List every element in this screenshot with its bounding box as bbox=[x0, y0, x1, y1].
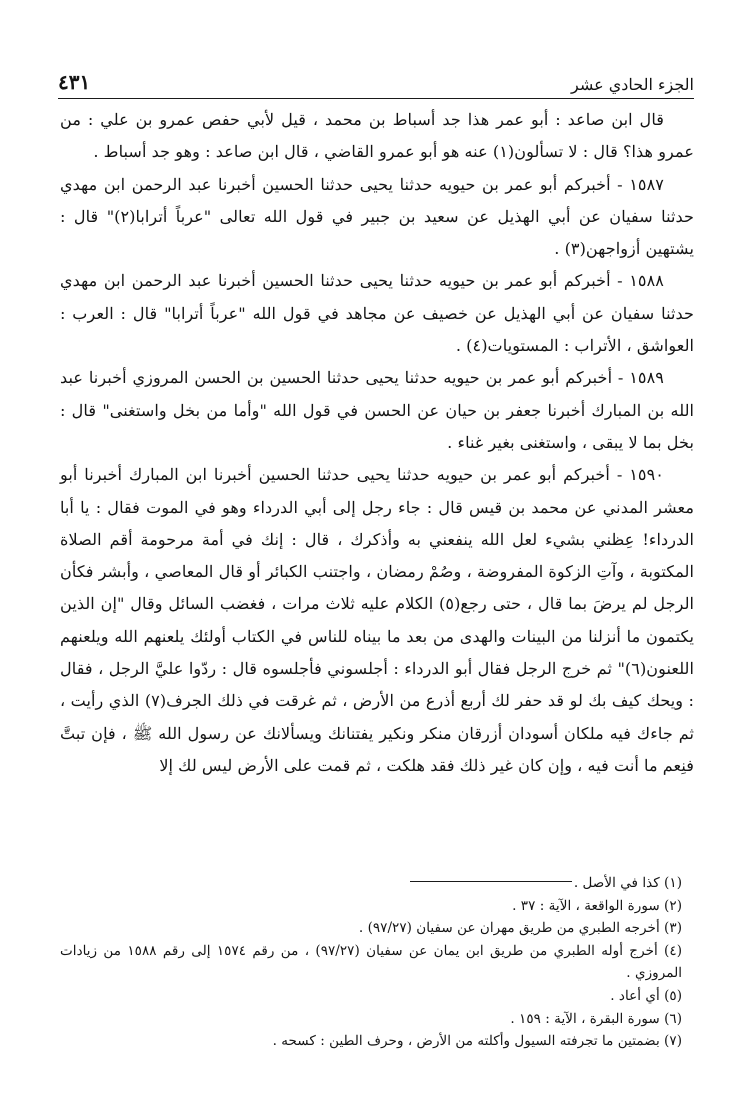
footnote-6: (٦) سورة البقرة ، الآية : ١٥٩ . bbox=[510, 1010, 682, 1027]
paragraph-intro: قال ابن صاعد : أبو عمر هذا جد أسباط بن محمد ، قيل لأبي حفص عمرو بن علي : من عمرو هذا؟ قال : لا تسألون(١) عنه هو أبو عمرو القاضي ، قال ابن صاعد : وهو جد أسباط . bbox=[60, 110, 694, 162]
footnote-1: (١) كذا في الأصل . bbox=[573, 875, 682, 891]
footnote-4: (٤) أخرج أوله الطبري من طريق ابن يمان عن سفيان (٩٧/٢٧) ، من رقم ١٥٧٤ إلى رقم ١٥٨٨ من زيادات المروزي . bbox=[60, 942, 682, 982]
hadith-1587: ١٥٨٧ - أخبركم أبو عمر بن حيويه حدثنا يحيى حدثنا الحسين أخبرنا عبد الرحمن ابن مهدي حدثنا سفيان عن أبي الهذيل عن سعيد بن جبير في قول الله تعالى "عرباً أترابا(٢)" قال : يشتهين أزواجهن(٣) . bbox=[60, 174, 694, 259]
hadith-1588: ١٥٨٨ - أخبركم أبو عمر بن حيويه حدثنا يحيى حدثنا الحسين أخبرنا عبد الرحمن ابن مهدي حدثنا سفيان عن أبي الهذيل عن خصيف عن مجاهد في قول الله "عرباً أترابا" قال : العرب : العواشق ، الأتراب : المستويات(٤) . bbox=[60, 271, 694, 356]
hadith-1590: ١٥٩٠ - أخبركم أبو عمر بن حيويه حدثنا يحيى حدثنا الحسين أخبرنا ابن المبارك أخبرنا أبو معشر المدني عن محمد بن قيس قال : جاء رجل إلى أبي الدرداء وهو في الموت فقال : يا أبا الدرداء! عِظني بشيء لعل الله ينفعني به وأذكرك ، قال : إنك في أمة مرحومة أقم الصلاة المكتوبة ، وآتِ الزكوة المفروضة ، وصُمْ رمضان ، واجتنب الكبائر أو قال المعاصي ، وأبشر فكأن الرجل لم يرضَ بما قال ، حتى رجع(٥) الكلام عليه ثلاث مرات ، فغضب السائل وقال "إن الذين يكتمون ما أنزلنا من البينات والهدى من بعد ما بيناه للناس في الكتاب أولئك يلعنهم الله ويلعنهم اللعنون(٦)" ثم خرج الرجل فقال أبو الدرداء : أجلسوني فأجلسوه قال : ردّوا عليَّ الرجل ، فقال : ويحك كيف بك لو قد حفر لك أربع أذرع من الأرض ، ثم غرقت في ذلك الجرف(٧) الذي رأيت ، ثم جاءك فيه ملكان أسودان أزرقان منكر ونكير يفتنانك ويسألانك عن رسول الله ﷺ ، فإن تبتَّ فنِعم ما أنت فيه ، وإن كان غير ذلك فقد هلكت ، ثم قمت على الأرض ليس لك إلا bbox=[60, 465, 695, 775]
footnote-7: (٧) بضمتين ما تجرفته السيول وأكلته من الأرض ، وحرف الطين : كسحه . bbox=[272, 1033, 682, 1050]
footnote-5: (٥) أي أعاد . bbox=[610, 987, 682, 1004]
main-text bbox=[60, 104, 694, 782]
footnotes bbox=[60, 872, 682, 1053]
page-number: ٤٣١ bbox=[58, 70, 91, 94]
page-header bbox=[58, 66, 694, 99]
footnote-2: (٢) سورة الواقعة ، الآية : ٣٧ . bbox=[512, 897, 682, 914]
hadith-1589: ١٥٨٩ - أخبركم أبو عمر بن حيويه حدثنا يحيى حدثنا الحسين بن الحسن المروزي أخبرنا عبد الله بن المبارك أخبرنا جعفر بن حيان عن الحسن في قول الله "وأما من بخل واستغنى" قال : بخل بما لا يبقى ، واستغنى بغير غناء . bbox=[60, 368, 694, 452]
footnote-3: (٣) أخرجه الطبري من طريق مهران عن سفيان (٩٧/٢٧) . bbox=[358, 920, 682, 937]
running-title: الجزء الحادي عشر bbox=[571, 75, 694, 94]
